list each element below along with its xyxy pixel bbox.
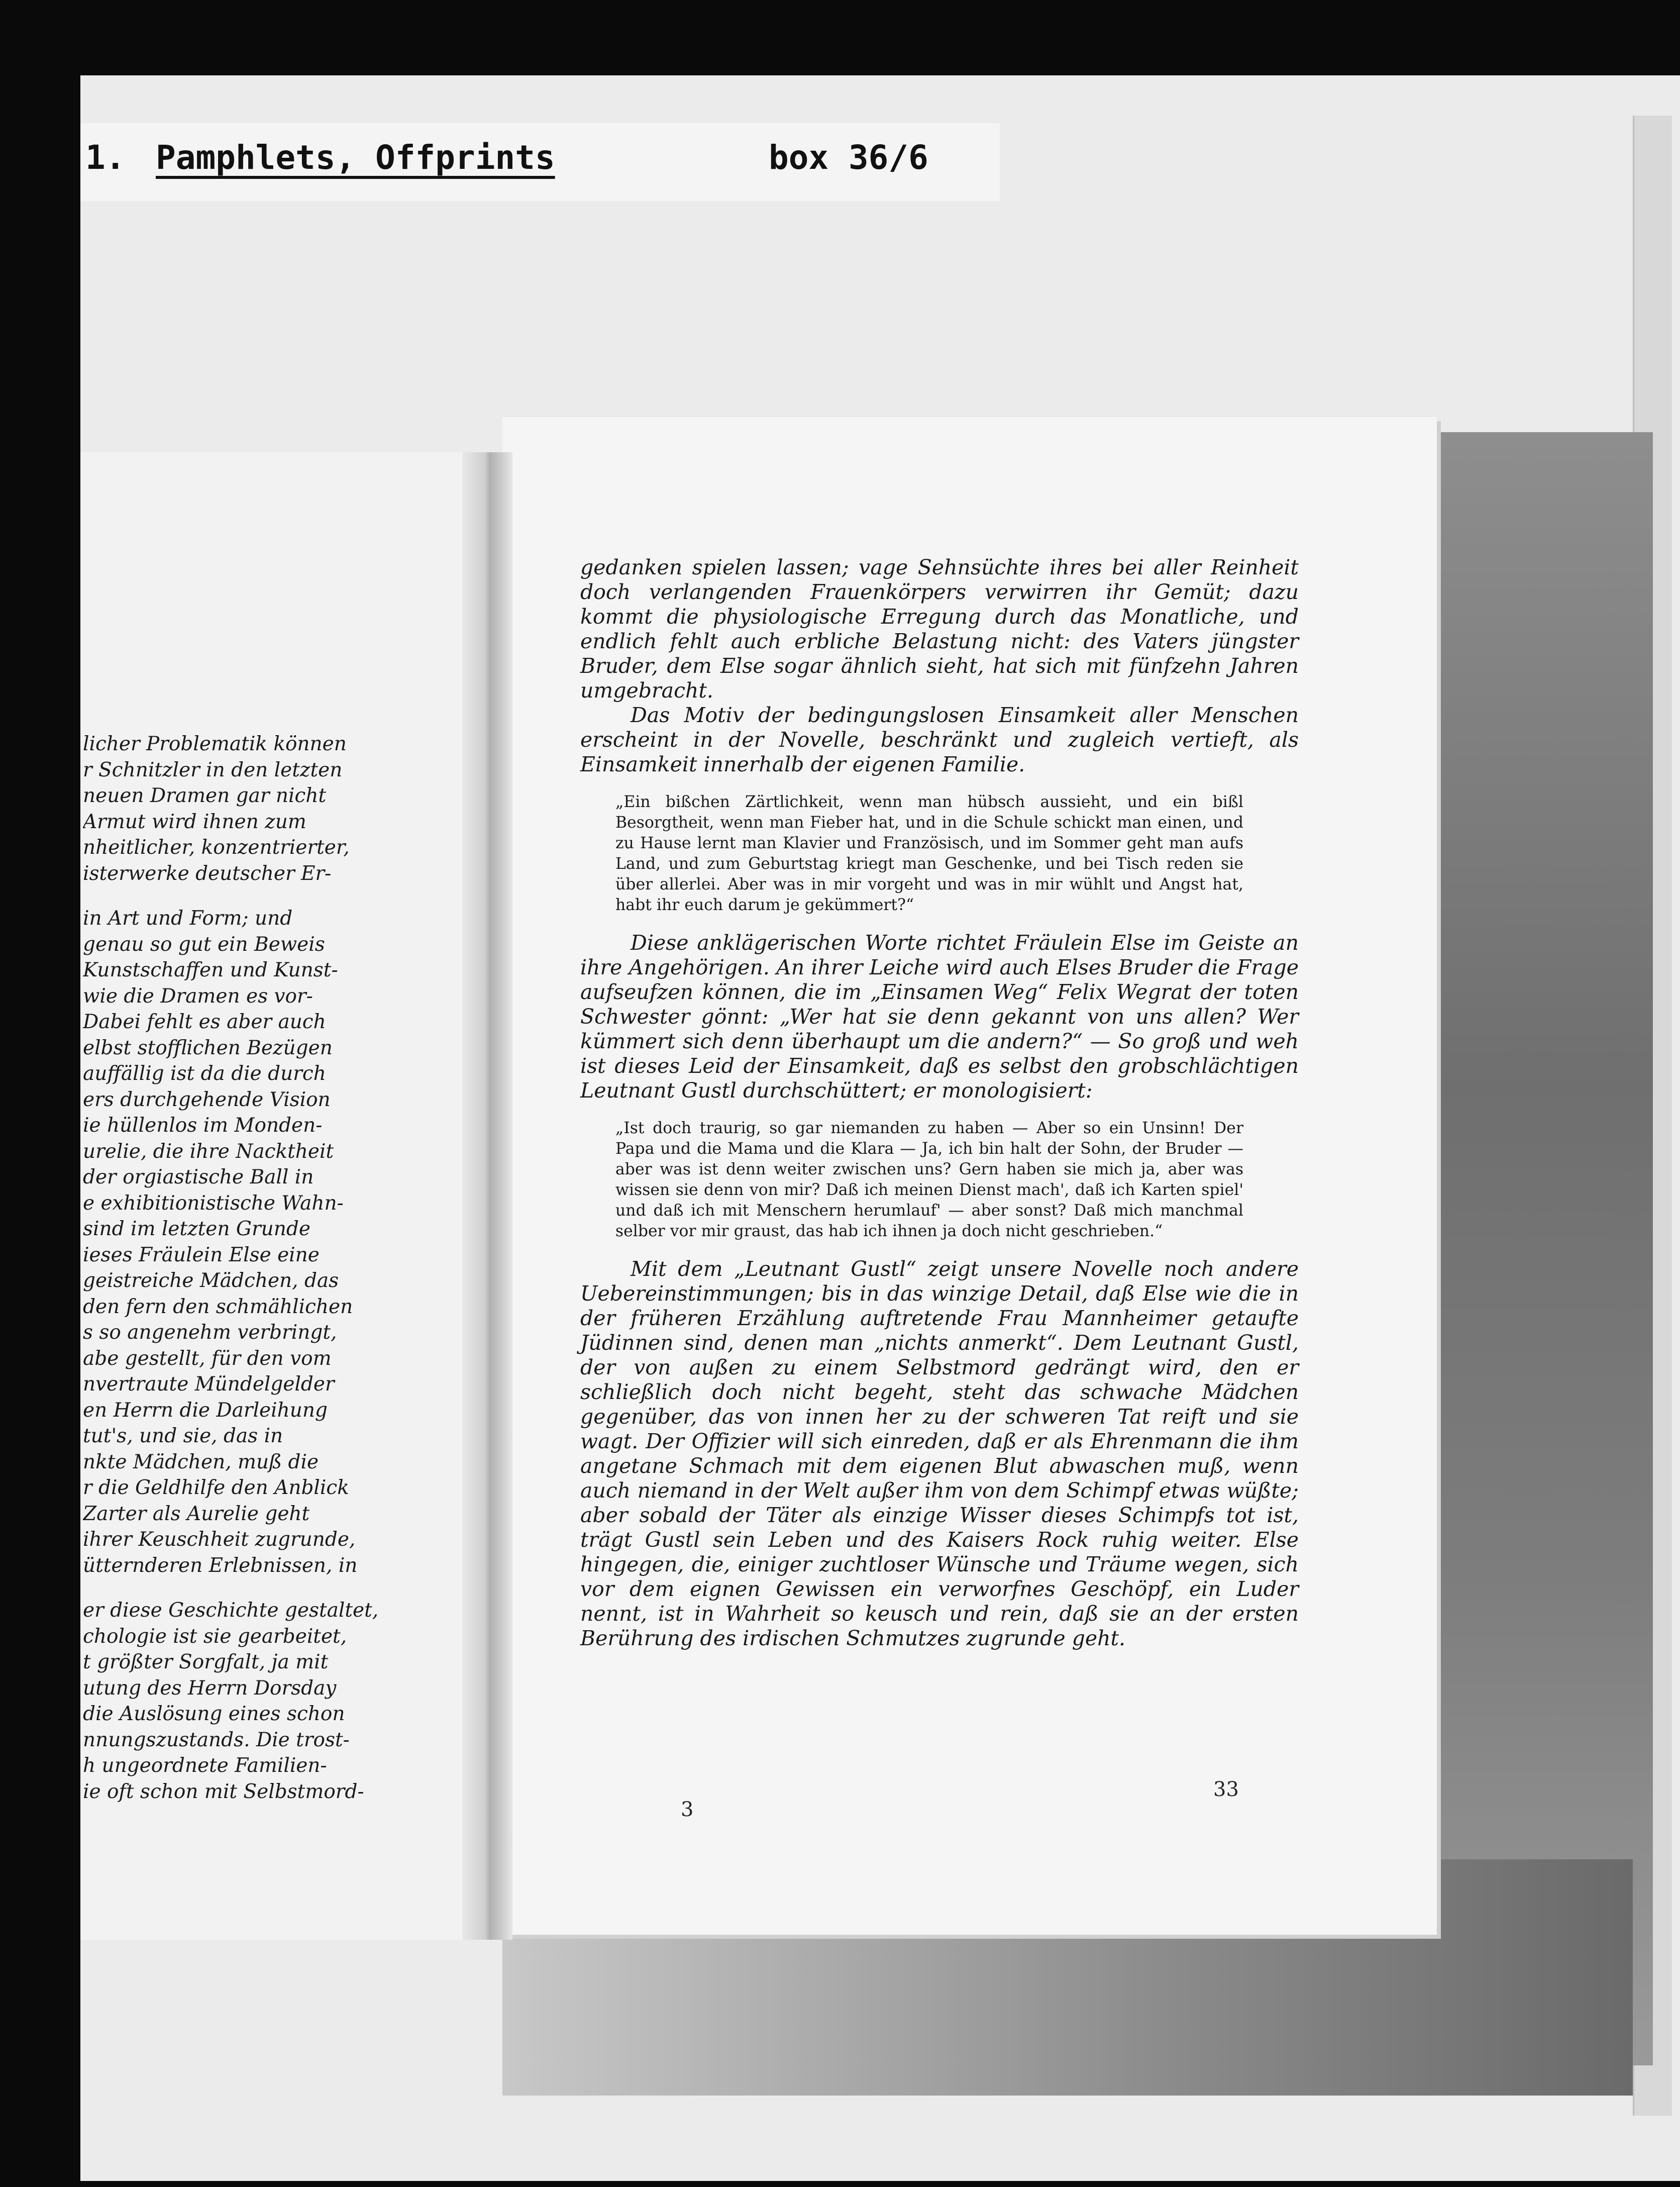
text-line: sind im letzten Grunde (83, 1218, 310, 1240)
text-line: wie die Dramen es vor- (83, 984, 313, 1008)
text-line: isterwerke deutscher Er- (83, 862, 332, 885)
paragraph: Mit dem „Leutnant Gustl“ zeigt unsere Novelle noch andere Uebereinstimmungen; bis in das winzige Detail, daß Else wie die in der früheren Erzählung auftretende Frau Mannheimer getaufte Jüdinnen sind, denen man „nichts anmerkt“. Dem Leutnant Gustl, der von außen zu einem Selbstmord gedrängt wird, den er schließlich doch nicht begeht, steht das schwache Mädchen gegenüber, das von innen her zu der schweren Tat reift und sie wagt. Der Offizier will sich einreden, daß er als Ehrenmann die ihm angetane Schmach mit dem eigenen Blut abwaschen muß, wenn auch niemand in der Welt außer ihm von dem Schimpf etwas wüßte; aber sobald der Täter als einzige Wisser dieses Schimpfs tot ist, trägt Gustl sein Leben und des Kaisers Rock ruhig weiter. Else hingegen, die, einiger zuchtloser Wünsche und Träume wegen, sich vor dem eignen Gewissen ein verworfnes Geschöpf, ein Luder nennt, ist in Wahrheit so keusch und rein, daß sie an der ersten Berührung des irdischen Schmutzes zugrunde geht. (580, 1257, 1299, 1650)
text-line: ie oft schon mit Selbstmord- (83, 1780, 364, 1803)
label-number: 1. (85, 138, 126, 177)
left-page-number: 3 (681, 1798, 694, 1821)
text-line: h ungeordnete Familien- (83, 1754, 327, 1777)
text-line: er diese Geschichte gestaltet, (83, 1599, 379, 1622)
text-line: licher Problematik können (83, 733, 347, 755)
text-line: der orgiastische Ball in (83, 1166, 314, 1188)
text-line: r Schnitzler in den letzten (83, 758, 343, 781)
text-line: die Auslösung eines schon (83, 1703, 345, 1725)
text-line: ers durchgehende Vision (83, 1088, 331, 1111)
paragraph-gap (83, 1578, 379, 1598)
text-line: ihrer Keuschheit zugrunde, (83, 1528, 356, 1551)
left-page-text (83, 731, 379, 1805)
block-quote: „Ist doch traurig, so gar niemanden zu haben — Aber so ein Unsinn! Der Papa und die Mama und die Klara — Ja, ich bin halt der Sohn, der Bruder — aber was ist denn weiter zwischen uns? Gern haben sie mich ja, aber was wissen sie denn von mir? Daß ich meinen Dienst mach', daß ich Karten spiel' und daß ich mit Menschern herumlauf' — aber sonst? Daß mich manchmal selber vor mir graust, das hab ich ihnen ja doch nicht geschrieben.“ (615, 1119, 1243, 1240)
archive-label (80, 123, 1000, 201)
block-quote: „Ein bißchen Zärtlichkeit, wenn man hübsch aussieht, und ein bißl Besorgtheit, wenn man Fieber hat, und in die Schule schickt man einen, und zu Hause lernt man Klavier und Französisch, und im Sommer geht man aufs Land, und zum Geburtstag kriegt man Geschenke, und bei Tisch reden sie über allerlei. Aber was in mir vorgeht und was in mir wühlt und Angst hat, habt ihr euch darum je gekümmert?“ (615, 793, 1243, 914)
text-line: neuen Dramen gar nicht (83, 784, 327, 807)
text-line: ütternderen Erlebnissen, in (83, 1554, 358, 1577)
text-line: nheitlicher, konzentrierter, (83, 836, 350, 859)
text-line: ie hüllenlos im Monden- (83, 1114, 323, 1137)
right-page-number: 33 (1213, 1778, 1239, 1801)
text-line: auffällig ist da die durch (83, 1062, 326, 1085)
text-line: chologie ist sie gearbeitet, (83, 1625, 347, 1648)
paragraph: Das Motiv der bedingungslosen Einsamkeit aller Menschen erscheint in der Novelle, beschränkt und zugleich vertieft, als Einsamkeit innerhalb der eigenen Familie. (580, 703, 1299, 776)
right-page-text (580, 555, 1299, 1651)
text-line: nkte Mädchen, muß die (83, 1450, 319, 1473)
text-line: nnungszustands. Die trost- (83, 1728, 350, 1751)
text-line: e exhibitionistische Wahn- (83, 1191, 344, 1215)
text-line: Dabei fehlt es aber auch (83, 1011, 326, 1033)
background-shadow (1402, 432, 1653, 2065)
text-line: tut's, und sie, das in (83, 1425, 283, 1447)
book-spine (462, 452, 512, 1940)
text-line: en Herrn die Darleihung (83, 1399, 328, 1422)
text-line: elbst stofflichen Bezügen (83, 1036, 333, 1059)
text-line: genau so gut ein Beweis (83, 933, 325, 956)
text-line: s so angenehm verbringt, (83, 1321, 337, 1344)
text-line: in Art und Form; und (83, 907, 293, 930)
text-line: urelie, die ihre Nacktheit (83, 1140, 334, 1163)
label-category: Pamphlets, Offprints (156, 138, 555, 177)
paragraph: Diese anklägerischen Worte richtet Fräulein Else im Geiste an ihre Angehörigen. An ihrer Leiche wird auch Elses Bruder die Frage aufseufzen können, die im „Einsamen Weg“ Felix Wegrat der toten Schwester gönnt: „Wer hat sie denn gekannt von uns allen? Wer kümmert sich denn überhaupt um die andern?“ — So groß und weh ist dieses Leid der Einsamkeit, daß es selbst den grobschlächtigen Leutnant Gustl durchschüttert; er monologisiert: (580, 931, 1299, 1103)
paragraph-gap (83, 886, 379, 906)
label-box: box 36/6 (769, 138, 928, 177)
text-line: den fern den schmählichen (83, 1295, 353, 1318)
text-line: Zarter als Aurelie geht (83, 1502, 310, 1525)
text-line: Armut wird ihnen zum (83, 810, 306, 833)
text-line: geistreiche Mädchen, das (83, 1269, 339, 1292)
text-line: t größter Sorgfalt, ja mit (83, 1651, 329, 1673)
paragraph: gedanken spielen lassen; vage Sehnsüchte ihres bei aller Reinheit doch verlangenden Frauenkörpers verwirren ihr Gemüt; dazu kommt die physiologische Erregung durch das Monatliche, und endlich fehlt auch erbliche Belastung nicht: des Vaters jüngster Bruder, dem Else sogar ähnlich sieht, hat sich mit fünfzehn Jahren umgebracht. (580, 555, 1299, 703)
text-line: Kunstschaffen und Kunst- (83, 959, 338, 981)
text-line: r die Geldhilfe den Anblick (83, 1476, 349, 1499)
text-line: nvertraute Mündelgelder (83, 1373, 335, 1396)
text-line: utung des Herrn Dorsday (83, 1676, 337, 1700)
text-line: ieses Fräulein Else eine (83, 1243, 320, 1266)
text-line: abe gestellt, für den vom (83, 1347, 332, 1370)
